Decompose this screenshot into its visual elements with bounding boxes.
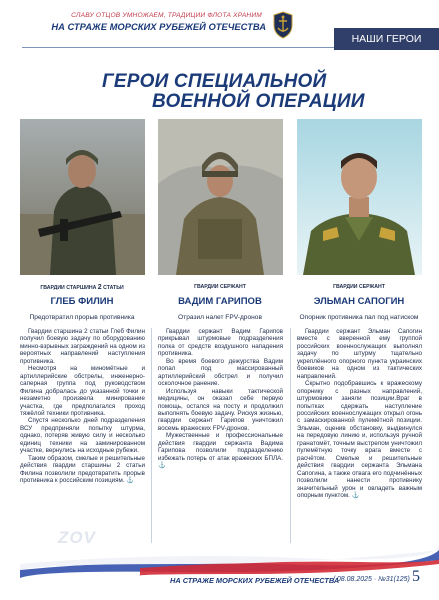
footer-publication: НА СТРАЖЕ МОРСКИХ РУБЕЖЕЙ ОТЕЧЕСТВА xyxy=(170,576,340,585)
story-paragraph: Спустя несколько дней подразделения ВСУ предприняли попытку штурма, однако, потеряв живую силу и несколько единиц техники на заминированном участке, вернулись на исходные рубежи. xyxy=(20,417,145,455)
hero-story-garipov xyxy=(158,328,283,470)
story-paragraph: Мужественные и профессиональные действия гвардии сержанта Вадима Гарипова позволили подразделению избежать потерь от атак вражеских БПЛА. ⚓ xyxy=(158,432,283,470)
hero-rank xyxy=(17,284,147,291)
footer-issue: / 08.08.2025 · №31(125) xyxy=(333,576,410,583)
header-publication-title: НА СТРАЖЕ МОРСКИХ РУБЕЖЕЙ ОТЕЧЕСТВА xyxy=(51,21,266,32)
hero-story-filin xyxy=(20,328,145,485)
hero-photo-filin xyxy=(20,119,145,275)
hero-deed: Опорник противника пал под натиском xyxy=(299,314,419,321)
page-headline xyxy=(102,72,372,112)
hero-name: ГЛЕБ ФИЛИН xyxy=(50,296,114,307)
hero-photo-sapogin xyxy=(297,119,422,275)
page-number: 5 xyxy=(412,568,420,585)
hero-name: ВАДИМ ГАРИПОВ xyxy=(178,296,262,307)
rank-text: ГВАРДИИ СЕРЖАНТ xyxy=(333,284,385,290)
headline-line-2: ВОЕННОЙ ОПЕРАЦИИ xyxy=(152,91,365,112)
hero-deed: Отразил налет FPV-дронов xyxy=(178,314,262,321)
story-paragraph: Во время боевого дежурства Вадим попал под массированный артиллерийский обстрел и получил осколочное ранение. xyxy=(158,357,283,388)
section-tab: НАШИ ГЕРОИ xyxy=(334,28,439,50)
hero-rank xyxy=(155,284,285,290)
story-paragraph: Гвардии старшина 2 статьи Глеб Филин получил боевую задачу по оборудованию минно-взрывных заграждений на одном из вероятных направлений наступления противника. xyxy=(20,328,145,365)
headline-line-1: ГЕРОИ СПЕЦИАЛЬНОЙ xyxy=(102,71,327,92)
hero-deed: Предотвратил прорыв противника xyxy=(29,314,135,321)
rank-number: 2 xyxy=(97,284,102,291)
rank-text-suffix: СТАТЬИ xyxy=(101,285,124,291)
rank-text: ГВАРДИИ СЕРЖАНТ xyxy=(194,284,246,290)
column-divider xyxy=(290,328,291,543)
rank-text: ГВАРДИИ СТАРШИНА xyxy=(40,285,98,291)
story-paragraph: Таким образом, смелые и решительные действия гвардии старшины 2 статьи Филина позволили предотвратить прорыв противника к российским позициям. ⚓ xyxy=(20,454,145,485)
anchor-emblem-icon xyxy=(272,11,294,39)
story-paragraph: Скрытно подобравшись к вражескому опорнику с разных направлений, штурмовики заняли позиции.Враг в попытках сдержать наступление российских военнослужащих открыл огонь с замаскированной пулемётной позиции. Эльман, оценив обстановку, выдвинулся на передовую линию и, используя ручной гранатомёт, точным выстрелом уничтожил пулемётную точку врага вместе с расчётом. Смелые и решительные действия гвардии сержанта Эльмана Сапогина, а также отвага его подчинённых позволили нанести противнику значительный урон и овладеть важным опорным пунктом. ⚓ xyxy=(297,380,422,499)
header-rule xyxy=(22,47,334,48)
story-paragraph: Несмотря на миномётные и артиллерийские обстрелы, инженерно-саперная группа под руководством Филина добралась до указанной точки и незаметно произвела минирование участка, где предполагался проход тяжёлой техники противника. xyxy=(20,365,145,417)
story-paragraph: Гвардии сержант Вадим Гарипов прикрывал штурмовые подразделения полка от средств воздушного нападения противника. xyxy=(158,328,283,358)
story-paragraph: Гвардии сержант Эльман Сапогин вместе с вверенной ему группой российских военнослужащих выполнял задачу по штурму тщательно укреплённого опорного пункта украинских боевиков на одном из тактических направлений. xyxy=(297,328,422,380)
page-footer xyxy=(0,566,439,590)
story-paragraph: Используя навыки тактической медицины, он оказал себе первую помощь, остался на посту и продолжил выполнять боевую задачу. Рискуя жизнью, гвардии сержант Гарипов уничтожил восемь вражеских FPV-дронов. xyxy=(158,387,283,432)
page-header xyxy=(0,0,439,58)
hero-name: ЭЛЬМАН САПОГИН xyxy=(313,296,405,307)
column-divider xyxy=(151,328,152,543)
hero-photo-garipov xyxy=(158,119,283,275)
hero-rank xyxy=(294,284,424,290)
hero-story-sapogin xyxy=(297,328,422,499)
header-slogan: СЛАВУ ОТЦОВ УМНОЖАЕМ, ТРАДИЦИИ ФЛОТА ХРАНИМ xyxy=(71,12,262,19)
watermark-text: ZOV xyxy=(58,528,96,547)
